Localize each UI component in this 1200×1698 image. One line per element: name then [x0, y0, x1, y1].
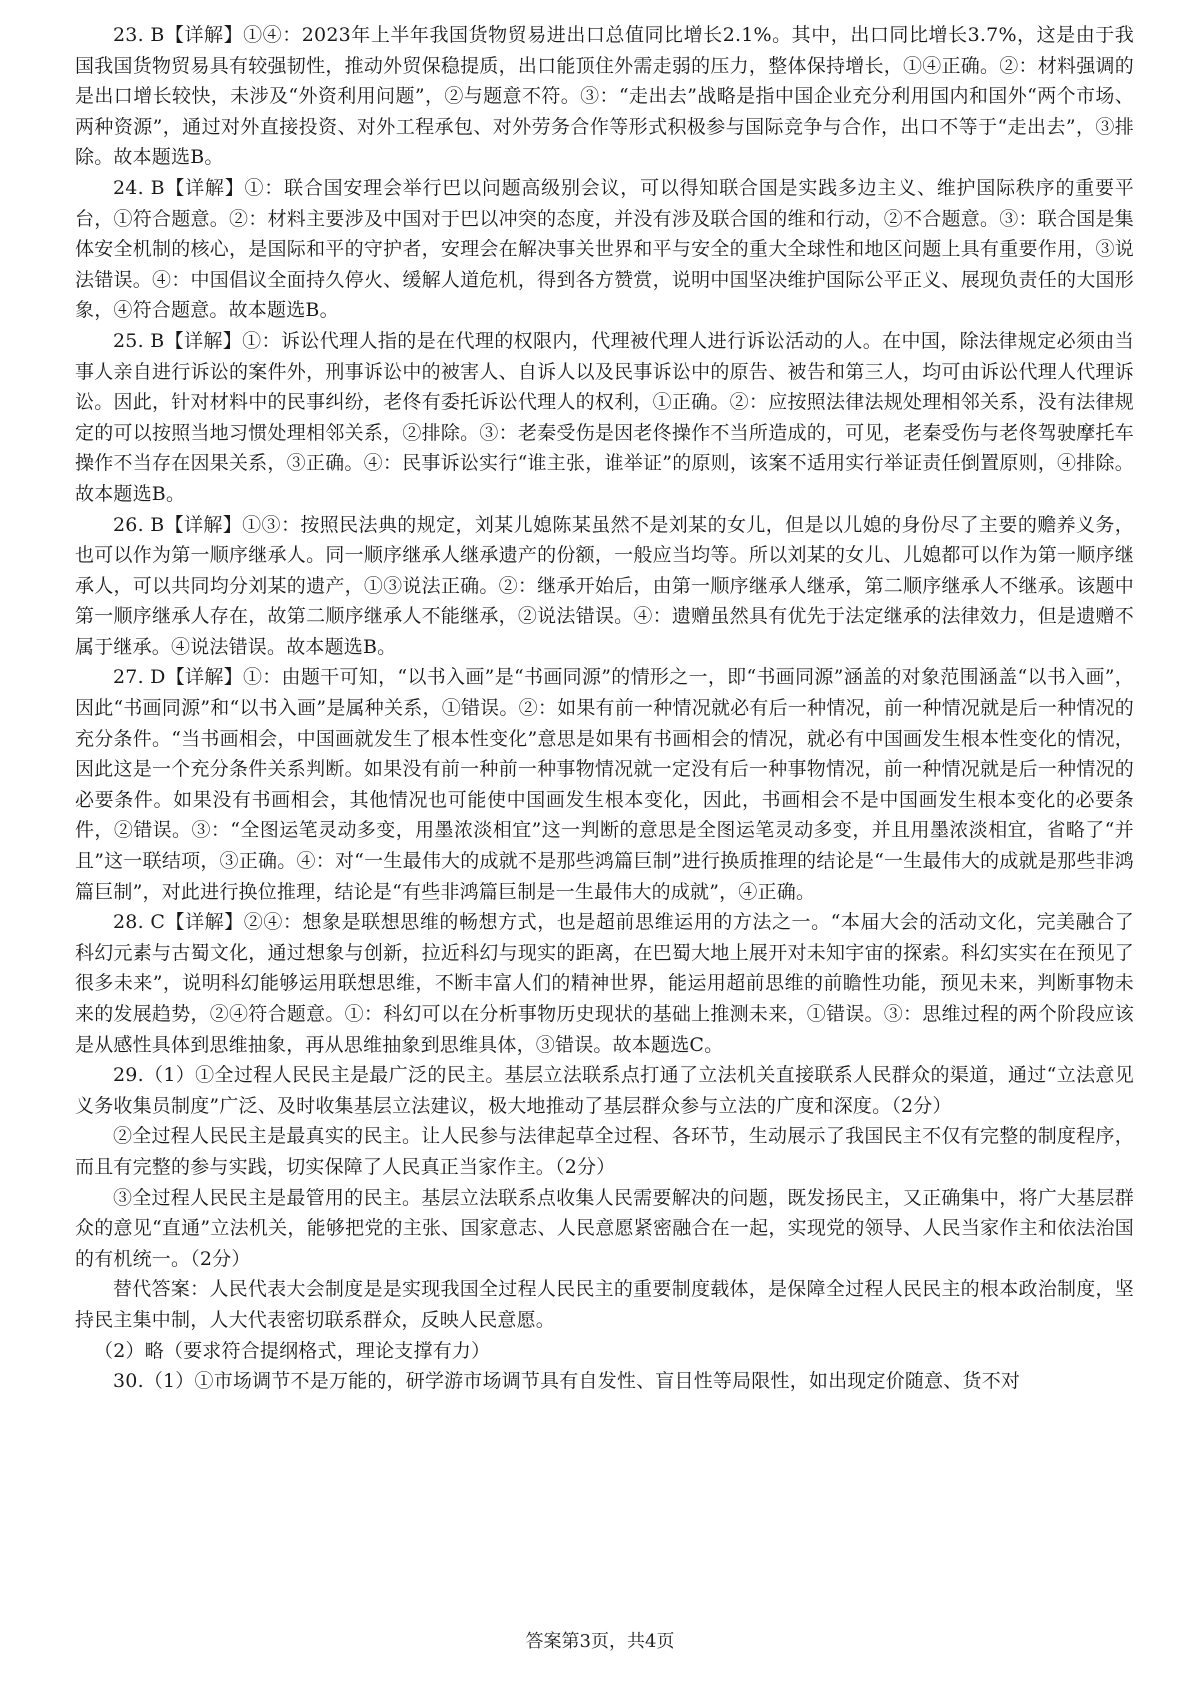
answer-26: 26. B【详解】①③：按照民法典的规定，刘某儿媳陈某虽然不是刘某的女儿，但是以儿媳的身份尽了主要的赡养义务，也可以作为第一顺序继承人。同一顺序继承人继承遗产的份额，一般应当均等。所以刘某的女儿、儿媳都可以作为第一顺序继承人，可以共同均分刘某的遗产，①③说法正确。②：继承开始后，由第一顺序继承人继承，第二顺序继承人不继承。该题中第一顺序继承人存在，故第二顺序继承人不能继承，②说法错误。④：遗赠虽然具有优先于法定继承的法律效力，但是遗赠不属于继承。④说法错误。故本题选B。 [75, 513, 1134, 658]
answer-27: 27. D【详解】①：由题干可知，“以书入画”是“书画同源”的情形之一，即“书画同源”涵盖的对象范围涵盖“以书入画”，因此“书画同源”和“以书入画”是属种关系，①错误。②：如果有前一种情况就必有后一种情况，前一种情况就是后一种情况的充分条件。“当书画相会，中国画就发生了根本性变化”意思是如果有书画相会的情况，就必有中国画发生根本性变化的情况，因此这是一个充分条件关系判断。如果没有前一种前一种事物情况就一定没有后一种事物情况，前一种情况就是后一种情况的必要条件。如果没有书画相会，其他情况也可能使中国画发生根本变化，因此，书画相会不是中国画发生根本变化的必要条件，②错误。③：“全图运笔灵动多变，用墨浓淡相宜”这一判断的意思是全图运笔灵动多变，并且用墨浓淡相宜，省略了“并且”这一联结项，③正确。④：对“一生最伟大的成就不是那些鸿篇巨制”进行换质推理的结论是“一生最伟大的成就是那些非鸿篇巨制”，对此进行换位推理，结论是“有些非鸿篇巨制是一生最伟大的成就”，④正确。 [75, 666, 1134, 903]
answer-29-alternative: 替代答案：人民代表大会制度是是实现我国全过程人民民主的重要制度载体，是保障全过程人民民主的根本政治制度，坚持民主集中制，人大代表密切联系群众，反映人民意愿。 [75, 1278, 1134, 1331]
answer-23: 23. B【详解】①④：2023年上半年我国货物贸易进出口总值同比增长2.1%。其中，出口同比增长3.7%，这是由于我国我国货物贸易具有较强韧性，推动外贸保稳提质，出口能顶住外需走弱的压力，整体保持增长，①④正确。②：材料强调的是出口增长较快，未涉及“外资利用问题”，②与题意不符。③：“走出去”战略是指中国企业充分利用国内和国外“两个市场、两种资源”，通过对外直接投资、对外工程承包、对外劳务合作等形式积极参与国际竞争与合作，出口不等于“走出去”，③排除。故本题选B。 [75, 24, 1134, 169]
answer-29-part1-point3: ③全过程人民民主是最管用的民主。基层立法联系点收集人民需要解决的问题，既发扬民主，又正确集中，将广大基层群众的意见“直通”立法机关，能够把党的主张、国家意志、人民意愿紧密融合在一起，实现党的领导、人民当家作主和依法治国的有机统一。（2分） [75, 1186, 1134, 1270]
answer-28: 28. C【详解】②④：想象是联想思维的畅想方式，也是超前思维运用的方法之一。“本届大会的活动文化，完美融合了科幻元素与古蜀文化，通过想象与创新，拉近科幻与现实的距离，在巴蜀大地上展开对未知宇宙的探索。科幻实实在在预见了很多未来”，说明科幻能够运用联想思维，不断丰富人们的精神世界，能运用超前思维的前瞻性功能，预见未来，判断事物未来的发展趋势，②④符合题意。①：科幻可以在分析事物历史现状的基础上推测未来，①错误。③：思维过程的两个阶段应该是从感性具体到思维抽象，再从思维抽象到思维具体，③错误。故本题选C。 [75, 911, 1134, 1056]
answer-25: 25. B【详解】①：诉讼代理人指的是在代理的权限内，代理被代理人进行诉讼活动的人。在中国，除法律规定必须由当事人亲自进行诉讼的案件外，刑事诉讼中的被害人、自诉人以及民事诉讼中的原告、被告和第三人，均可由诉讼代理人代理诉讼。因此，针对材料中的民事纠纷，老佟有委托诉讼代理人的权利，①正确。②：应按照法律法规处理相邻关系，没有法律规定的可以按照当地习惯处理相邻关系，②排除。③：老秦受伤是因老佟操作不当所造成的，可见，老秦受伤与老佟驾驶摩托车操作不当存在因果关系，③正确。④：民事诉讼实行“谁主张，谁举证”的原则，该案不适用实行举证责任倒置原则，④排除。故本题选B。 [75, 329, 1134, 505]
answer-29-part1-point2: ②全过程人民民主是最真实的民主。让人民参与法律起草全过程、各环节，生动展示了我国民主不仅有完整的制度程序，而且有完整的参与实践，切实保障了人民真正当家作主。（2分） [75, 1125, 1134, 1178]
answer-29-part1-point1: 29.（1）①全过程人民民主是最广泛的民主。基层立法联系点打通了立法机关直接联系人民群众的渠道，通过“立法意见义务收集员制度”广泛、及时收集基层立法建议，极大地推动了基层群众参与立法的广度和深度。（2分） [75, 1064, 1134, 1117]
answer-30-part1: 30.（1）①市场调节不是万能的，研学游市场调节具有自发性、盲目性等局限性，如出现定价随意、货不对 [113, 1370, 1021, 1393]
page-footer: 答案第3页，共4页 [525, 1631, 675, 1652]
answer-29-part2: （2）略（要求符合提纲格式，理论支撑有力） [94, 1339, 491, 1362]
answer-24: 24. B【详解】①：联合国安理会举行巴以问题高级别会议，可以得知联合国是实践多边主义、维护国际秩序的重要平台，①符合题意。②：材料主要涉及中国对于巴以冲突的态度，并没有涉及联合国的维和行动，②不合题意。③：联合国是集体安全机制的核心，是国际和平的守护者，安理会在解决事关世界和平与安全的重大全球性和地区问题上具有重要作用，③说法错误。④：中国倡议全面持久停火、缓解人道危机，得到各方赞赏，说明中国坚决维护国际公平正义、展现负责任的大国形象，④符合题意。故本题选B。 [75, 176, 1134, 322]
